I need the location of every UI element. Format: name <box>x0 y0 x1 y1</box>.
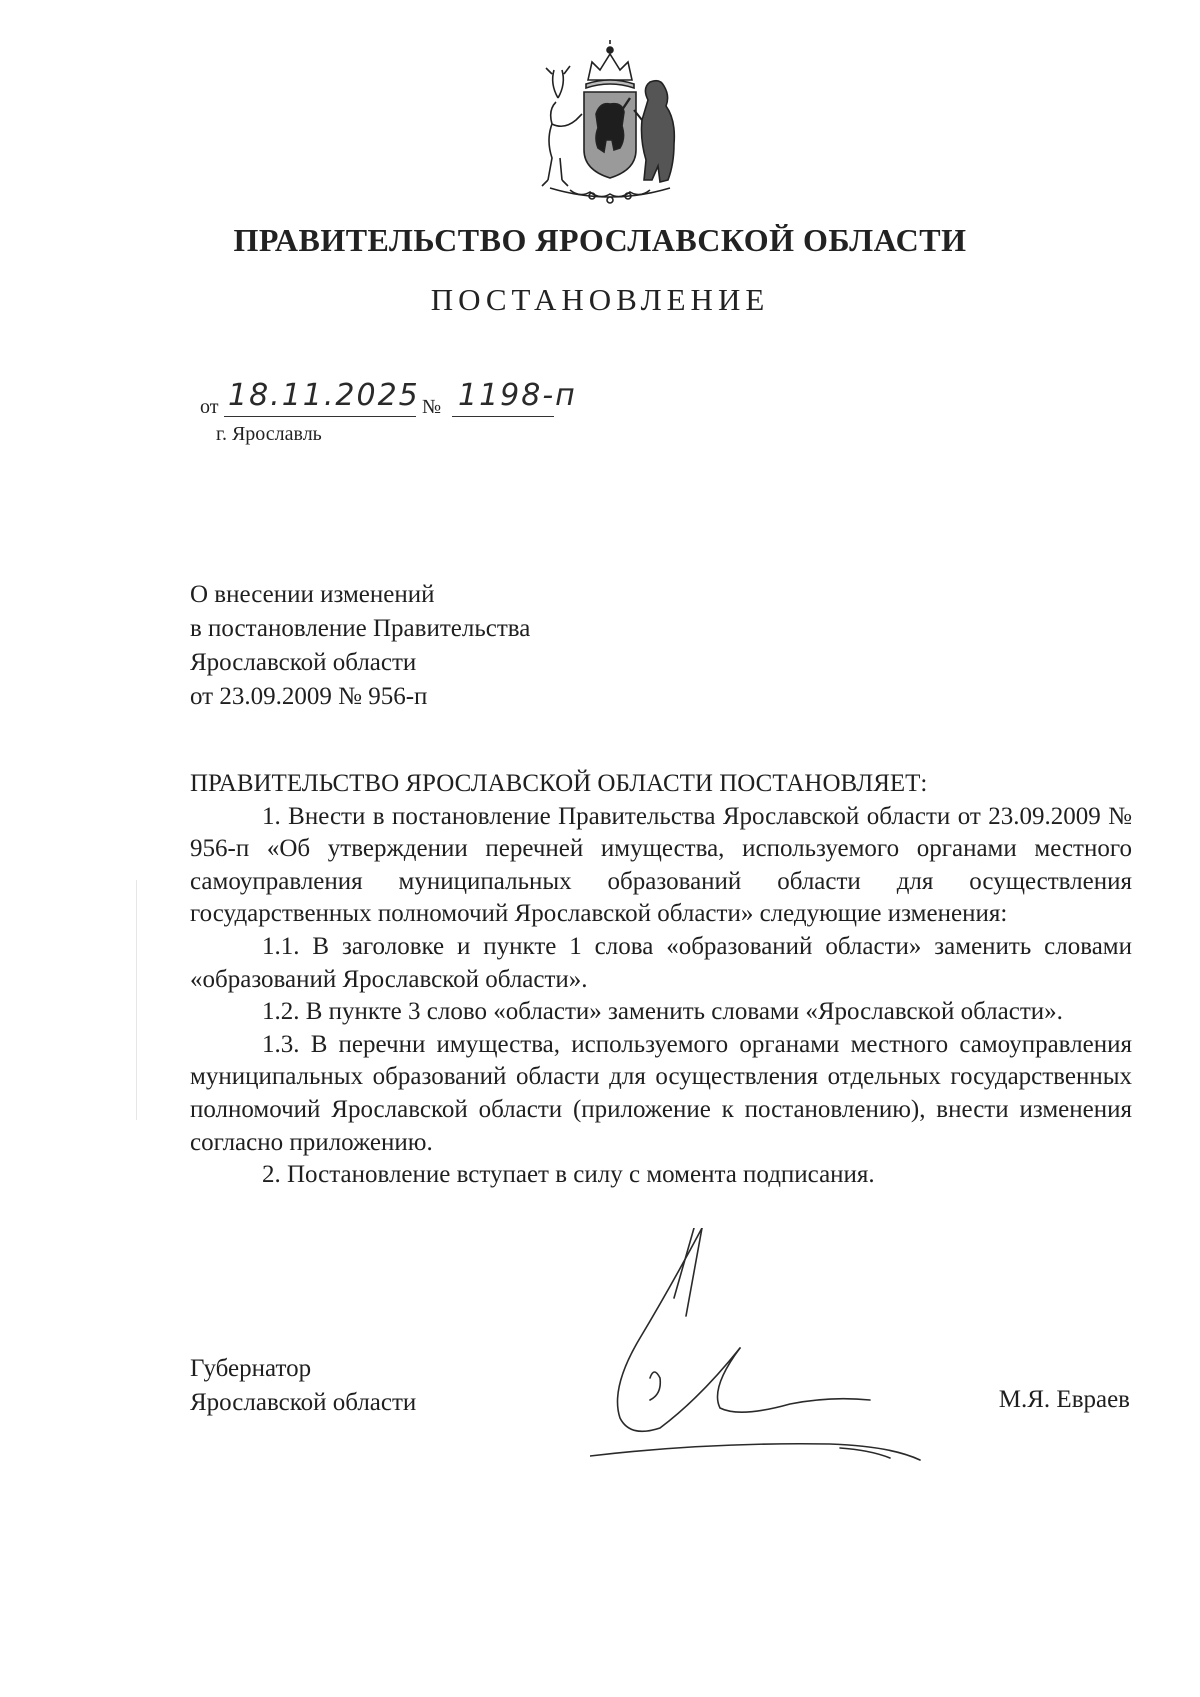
paragraph-1-2: 1.2. В пункте 3 слово «области» заменить словами «Ярославской области». <box>262 998 1063 1026</box>
date-prefix: от <box>200 396 219 418</box>
number-underline <box>452 416 554 417</box>
paragraph-1-1: 1.1. В заголовке и пункте 1 слова «образований области» заменить словами «образований Ярославской области». <box>190 932 1132 993</box>
subject-line: О внесении изменений <box>190 581 435 608</box>
document-subject <box>190 578 530 714</box>
document-body <box>190 768 1132 1192</box>
scan-artifact-line <box>136 880 137 1120</box>
signer-name: М.Я. Евраев <box>998 1386 1130 1413</box>
coat-of-arms-icon <box>530 40 690 208</box>
government-title: ПРАВИТЕЛЬСТВО ЯРОСЛАВСКОЙ ОБЛАСТИ <box>233 222 967 258</box>
paragraph-1-3: 1.3. В перечни имущества, используемого органами местного самоуправления муниципальных образований области для осуществления отдельных государственных полномочий Ярославской области (приложение к постановлению), внести изменения согласно приложению. <box>190 1030 1132 1156</box>
subject-line: в постановление Правительства <box>190 615 531 642</box>
position-line: Ярославской области <box>190 1389 417 1416</box>
handwritten-date: 18.11.2025 <box>228 378 420 413</box>
preamble: ПРАВИТЕЛЬСТВО ЯРОСЛАВСКОЙ ОБЛАСТИ ПОСТАНОВЛЯЕТ: <box>190 770 928 797</box>
handwritten-signature <box>590 1228 950 1488</box>
subject-line: Ярославской области <box>190 649 417 676</box>
number-prefix: № <box>422 396 442 418</box>
city-label: г. Ярославль <box>216 423 322 445</box>
paragraph-2: 2. Постановление вступает в силу с момента подписания. <box>262 1161 875 1189</box>
handwritten-number: 1198-п <box>458 378 577 413</box>
paragraph-1: 1. Внести в постановление Правительства Ярославской области от 23.09.2009 № 956-п «Об утверждении перечней имущества, используемого органами местного самоуправления муниципальных образований области для осуществления государственных полномочий Ярославской области» следующие изменения: <box>190 802 1132 928</box>
position-line: Губернатор <box>190 1355 312 1382</box>
document-type: ПОСТАНОВЛЕНИЕ <box>430 282 770 317</box>
subject-line: от 23.09.2009 № 956-п <box>190 683 428 710</box>
date-underline <box>224 416 416 417</box>
signatory-position <box>190 1352 416 1420</box>
